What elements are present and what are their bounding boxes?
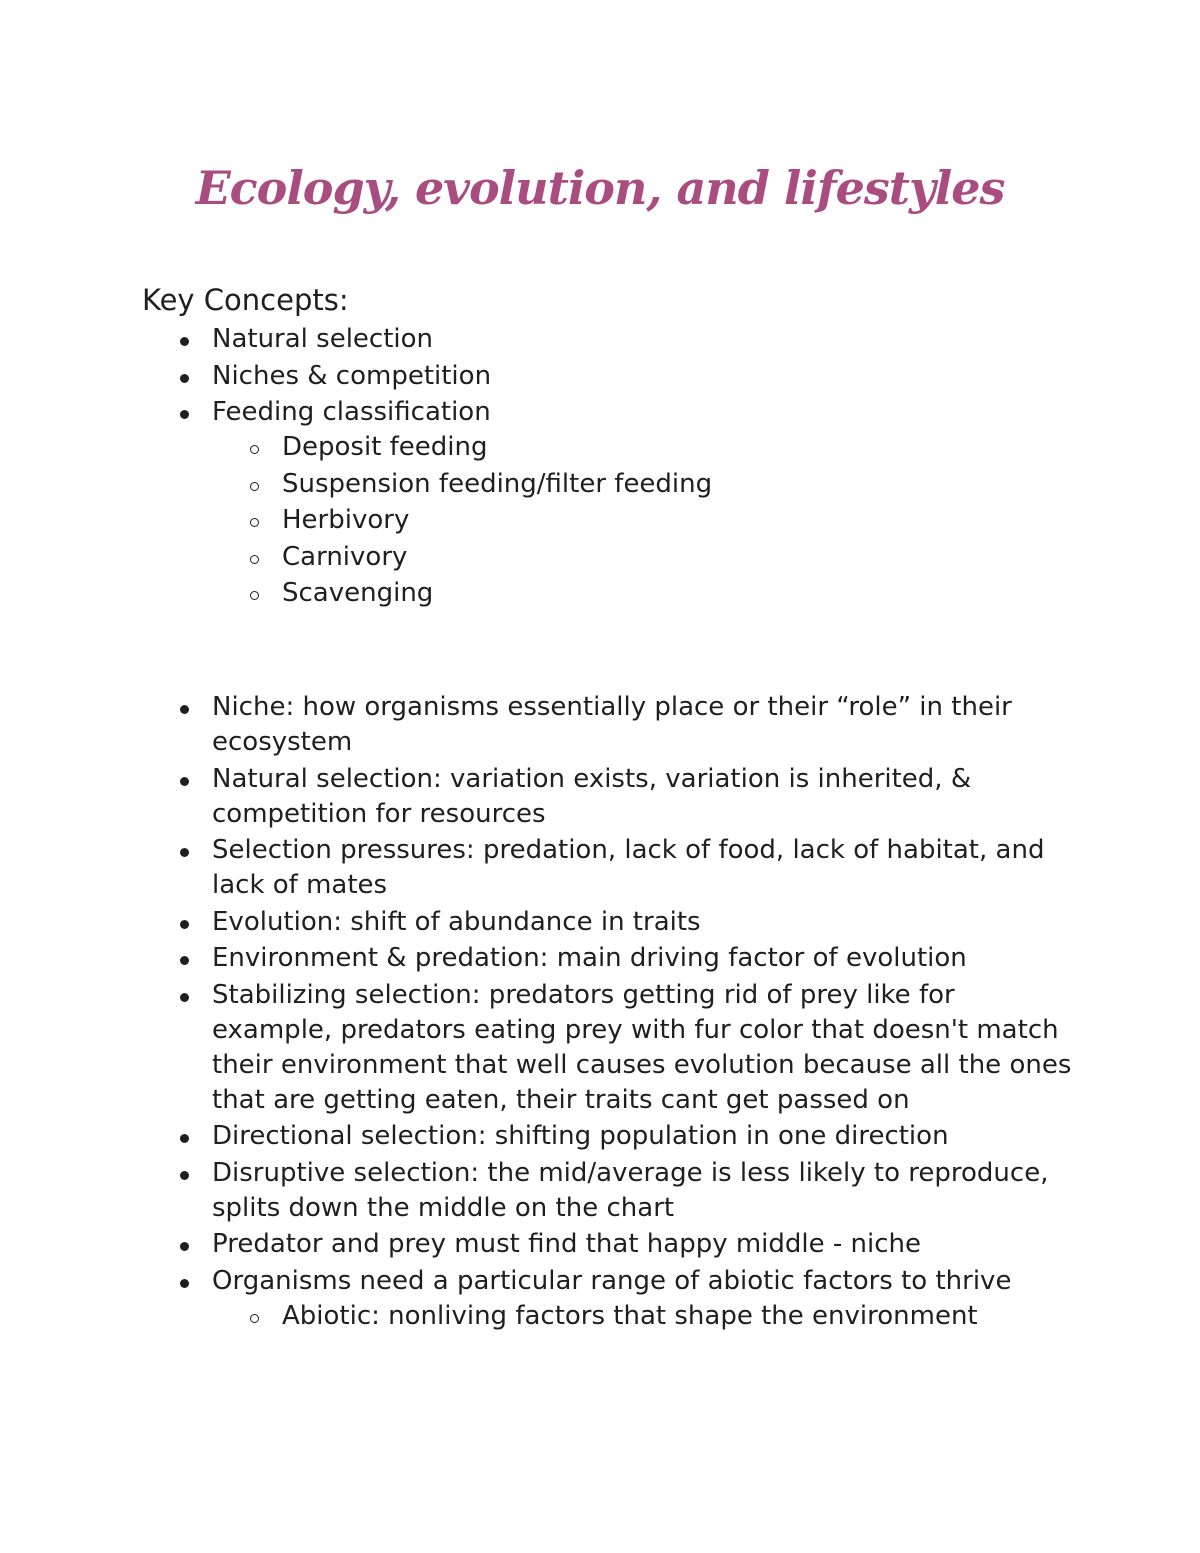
list-item	[212, 1264, 1082, 1334]
list-item-text: Selection pressures: predation, lack of food, lack of habitat, and lack of mates	[212, 835, 1045, 900]
list-item-text: Directional selection: shifting population in one direction	[212, 1121, 949, 1151]
page-title: Ecology, evolution, and lifestyles	[195, 161, 1005, 215]
list-item	[212, 322, 1082, 357]
list-item-text: Environment & predation: main driving factor of evolution	[212, 943, 967, 973]
list-item	[212, 978, 1082, 1118]
list-item-text: Feeding classification	[212, 397, 491, 427]
list-item-text: Predator and prey must find that happy middle - niche	[212, 1229, 922, 1259]
list-item	[212, 762, 1082, 832]
list-item	[212, 690, 1082, 760]
list-item-text: Organisms need a particular range of abiotic factors to thrive	[212, 1265, 1012, 1296]
sublist-item	[282, 1299, 1082, 1334]
list-item	[212, 1156, 1082, 1226]
list-item	[212, 941, 1082, 976]
key-concepts-list	[212, 322, 1082, 613]
list-item-text: Stabilizing selection: predators getting rid of prey like for example, predators eating prey with fur color that doesn't match their environment that well causes evolution because all the ones that are getting eaten, their traits cant get passed on	[212, 979, 1072, 1115]
list-item-text: Niche: how organisms essentially place or their “role” in their ecosystem	[212, 692, 1012, 757]
sublist-item	[282, 430, 1082, 465]
feeding-classification-sublist	[212, 430, 1082, 611]
list-item	[212, 833, 1082, 903]
abiotic-sublist	[212, 1299, 1082, 1334]
sublist-item-text: Suspension feeding/filter feeding	[282, 468, 713, 499]
list-item-text: Niches & competition	[212, 360, 492, 391]
sublist-item	[282, 576, 1082, 611]
sublist-item	[282, 503, 1082, 538]
sublist-item	[282, 540, 1082, 575]
sublist-item-text: Herbivory	[282, 505, 410, 535]
sublist-item-text: Abiotic: nonliving factors that shape the environment	[282, 1300, 978, 1331]
list-item	[212, 395, 1082, 611]
sublist-item	[282, 467, 1082, 502]
list-item	[212, 359, 1082, 394]
sublist-item-text: Scavenging	[282, 578, 434, 608]
list-item-text: Evolution: shift of abundance in traits	[212, 906, 701, 937]
key-concepts-heading: Key Concepts:	[142, 283, 349, 317]
list-item	[212, 1227, 1082, 1262]
list-item-text: Disruptive selection: the mid/average is less likely to reproduce, splits down the middle on the chart	[212, 1157, 1049, 1223]
list-item	[212, 905, 1082, 940]
sublist-item-text: Deposit feeding	[282, 432, 488, 462]
list-item-text: Natural selection: variation exists, variation is inherited, & competition for resources	[212, 763, 972, 829]
notes-list	[212, 690, 1082, 1335]
sublist-item-text: Carnivory	[282, 541, 408, 572]
list-item-text: Natural selection	[212, 324, 434, 354]
list-item	[212, 1119, 1082, 1154]
